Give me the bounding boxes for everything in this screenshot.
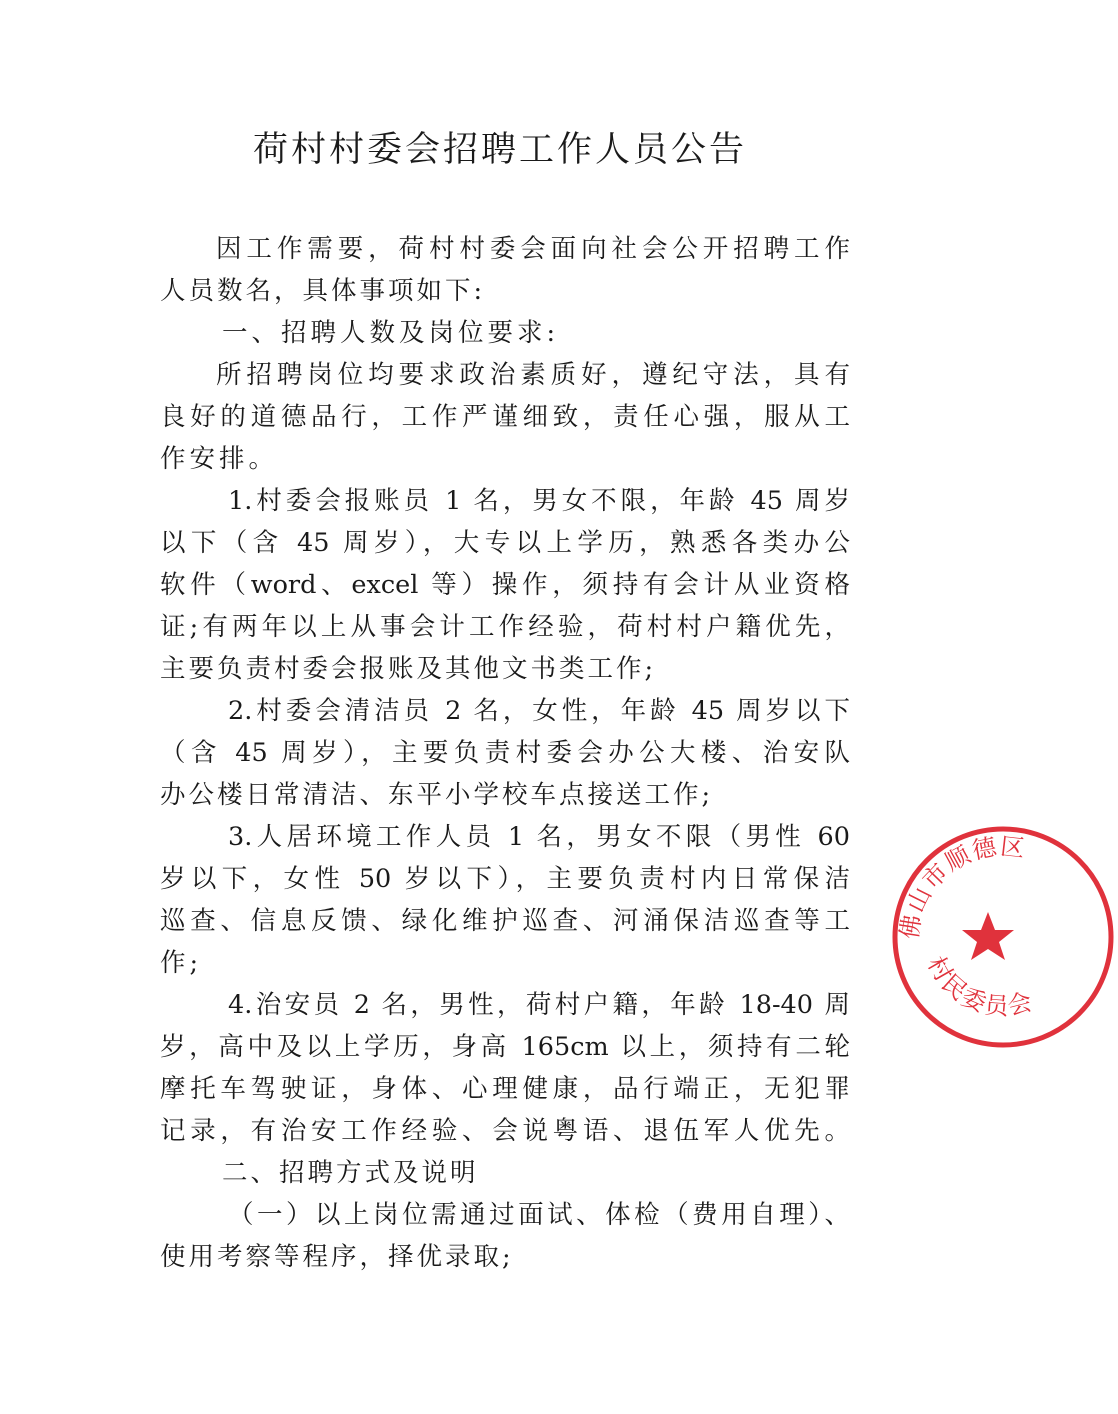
paragraph-line: 以下（含 45 周岁），大专以上学历，熟悉各类办公 xyxy=(160,528,850,558)
paragraph-line: 1.村委会报账员 1 名，男女不限，年龄 45 周岁 xyxy=(228,486,850,516)
paragraph-line: 所招聘岗位均要求政治素质好，遵纪守法，具有 xyxy=(216,360,850,390)
paragraph-line: 证;有两年以上从事会计工作经验，荷村村户籍优先， xyxy=(160,612,850,642)
paragraph-line: （一）以上岗位需通过面试、体检（费用自理）、 xyxy=(228,1200,850,1230)
paragraph-line: 4.治安员 2 名，男性，荷村户籍，年龄 18-40 周 xyxy=(228,990,850,1020)
paragraph-line: 使用考察等程序，择优录取; xyxy=(160,1242,514,1272)
paragraph-line: 良好的道德品行，工作严谨细致，责任心强，服从工 xyxy=(160,402,850,432)
paragraph-line: （含 45 周岁），主要负责村委会办公大楼、治安队 xyxy=(160,738,850,768)
paragraph-line: 记录，有治安工作经验、会说粤语、退伍军人优先。 xyxy=(160,1116,850,1146)
seal-text-bottom: 村民委员会 xyxy=(921,951,1037,1021)
paragraph-line: 办公楼日常清洁、东平小学校车点接送工作; xyxy=(160,780,714,810)
paragraph-line: 作; xyxy=(160,948,203,978)
section-heading: 二、招聘方式及说明 xyxy=(222,1158,479,1188)
paragraph-line: 人员数名，具体事项如下: xyxy=(160,276,486,306)
document-title: 荷村村委会招聘工作人员公告 xyxy=(252,130,747,170)
paragraph-line: 岁以下，女性 50 岁以下），主要负责村内日常保洁 xyxy=(160,864,850,894)
paragraph-line: 3.人居环境工作人员 1 名，男女不限（男性 60 xyxy=(228,822,850,852)
seal-text-top: 佛山市顺德区 xyxy=(895,832,1028,941)
paragraph-line: 软件（word、excel 等）操作，须持有会计从业资格 xyxy=(160,570,850,600)
document-body xyxy=(160,228,850,1278)
paragraph-line: 岁，高中及以上学历，身高 165cm 以上，须持有二轮 xyxy=(160,1032,850,1062)
paragraph-line: 作安排。 xyxy=(160,444,279,474)
paragraph-line: 2.村委会清洁员 2 名，女性，年龄 45 周岁以下 xyxy=(228,696,850,726)
paragraph-line: 巡查、信息反馈、绿化维护巡查、河涌保洁巡查等工 xyxy=(160,906,850,936)
paragraph-line: 因工作需要，荷村村委会面向社会公开招聘工作 xyxy=(216,234,850,264)
section-heading: 一、招聘人数及岗位要求: xyxy=(222,318,560,348)
paragraph-line: 主要负责村委会报账及其他文书类工作; xyxy=(160,654,657,684)
official-seal xyxy=(888,822,1118,1052)
star-icon xyxy=(962,912,1014,960)
paragraph-line: 摩托车驾驶证，身体、心理健康，品行端正，无犯罪 xyxy=(160,1074,850,1104)
